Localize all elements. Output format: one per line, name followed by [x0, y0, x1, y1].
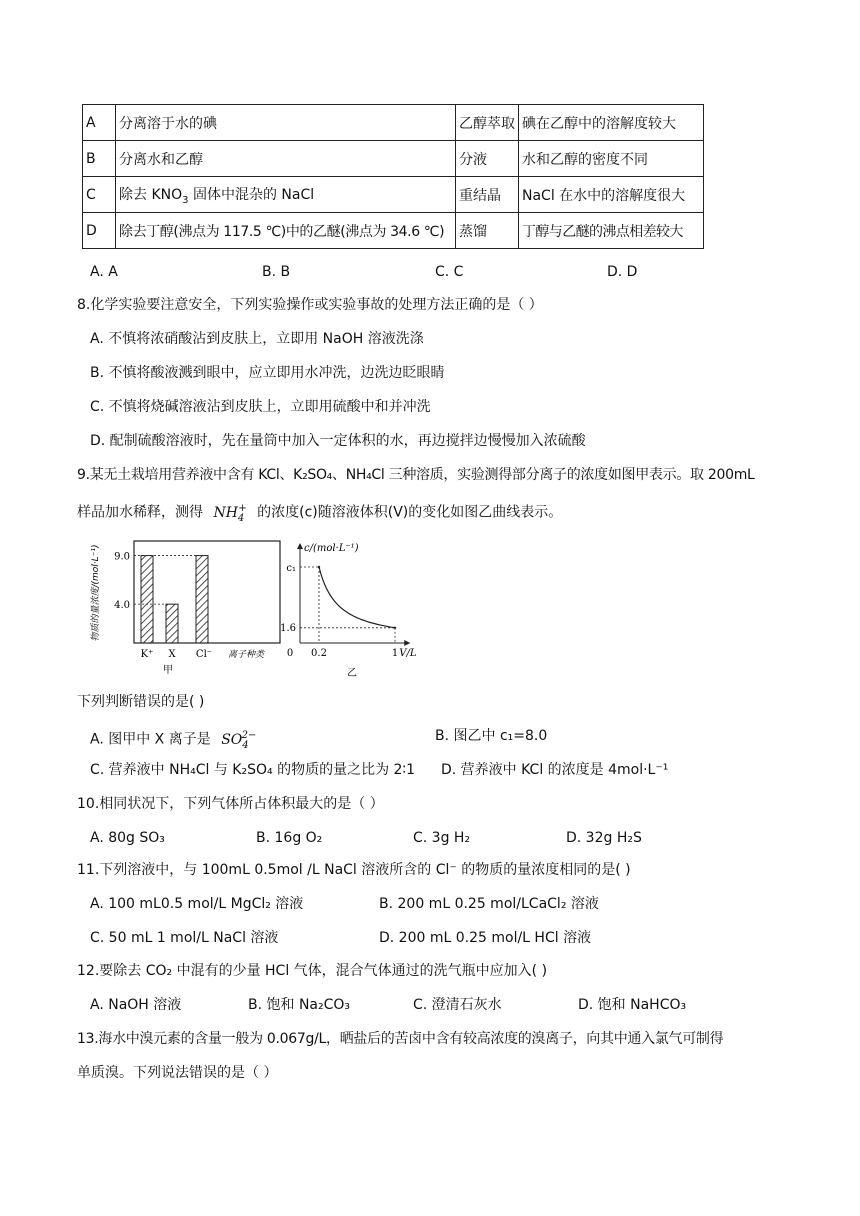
- chart-jia: [90, 541, 280, 676]
- row-method: 乙醇萃取: [456, 105, 519, 141]
- q11-stem: 11.下列溶液中，与 100mL 0.5mol /L NaCl 溶液所含的 Cl⁻ 的物质的量浓度相同的是( ): [77, 862, 631, 878]
- row-key: D: [83, 213, 116, 249]
- q12-option-b[interactable]: B. 饱和 Na₂CO₃: [248, 997, 351, 1013]
- x-tick-label: 1: [391, 648, 399, 659]
- table-row: [83, 177, 704, 213]
- x-tick-label: 0.2: [311, 648, 327, 659]
- q11-option-b[interactable]: B. 200 mL 0.25 mol/LCaCl₂ 溶液: [379, 896, 599, 912]
- q9-option-a[interactable]: A. 图甲中 X 离子是 $SO_4^{2-}$: [90, 730, 257, 751]
- q12-option-d[interactable]: D. 饱和 NaHCO₃: [578, 997, 687, 1013]
- bar: [141, 556, 153, 643]
- q7-option-a[interactable]: A. A: [90, 264, 118, 280]
- row-key: B: [83, 141, 116, 177]
- row-reason: NaCl 在水中的溶解度很大: [519, 177, 704, 213]
- q9-stem-line1: 9.某无土栽培用营养液中含有 KCl、K₂SO₄、NH₄Cl 三种溶质，实验测得部分离子的浓度如图甲表示。取 200mL: [77, 467, 755, 483]
- y-tick-label: 1.6: [280, 622, 296, 634]
- q8-stem: 8.化学实验要注意安全，下列实验操作或实验事故的处理方法正确的是（ ）: [77, 297, 543, 313]
- y-tick-label: 9.0: [114, 551, 130, 563]
- q9-option-d[interactable]: D. 营养液中 KCl 的浓度是 4mol·L⁻¹: [441, 762, 669, 778]
- row-purpose: 分离水和乙醇: [116, 141, 456, 177]
- row-reason: 碘在乙醇中的溶解度较大: [519, 105, 704, 141]
- q9-judge: 下列判断错误的是( ): [77, 694, 205, 710]
- series-line: [319, 567, 395, 628]
- row-key: C: [83, 177, 116, 213]
- q11-option-c[interactable]: C. 50 mL 1 mol/L NaCl 溶液: [90, 930, 279, 946]
- x-axis-label: V/L: [399, 648, 417, 659]
- q13-stem-line2: 单质溴。下列说法错误的是（ ）: [77, 1065, 278, 1081]
- row-purpose: 分离溶于水的碘: [116, 105, 456, 141]
- q9-stem-line2: 样品加水稀释，测得 $NH_4^+$ 的浓度(c)随溶液体积(V)的变化如图乙曲线表示。: [77, 503, 563, 524]
- x-tick-label: 0: [286, 648, 294, 659]
- row-method: 蒸馏: [456, 213, 519, 249]
- row-purpose: 除去 $KNO_3$ 固体中混杂的 NaCl: [116, 177, 456, 213]
- x-axis-arrow: [404, 640, 410, 646]
- q7-table: [82, 104, 704, 249]
- x-tick-label: Cl⁻: [195, 649, 213, 660]
- q10-stem: 10.相同状况下，下列气体所占体积最大的是（ ）: [77, 796, 384, 812]
- q7-option-b[interactable]: B. B: [262, 264, 291, 280]
- q7-option-c[interactable]: C. C: [435, 264, 464, 280]
- q12-option-a[interactable]: A. NaOH 溶液: [90, 997, 182, 1013]
- q12-stem: 12.要除去 CO₂ 中混有的少量 HCl 气体，混合气体通过的洗气瓶中应加入( ): [77, 963, 548, 979]
- row-reason: 丁醇与乙醚的沸点相差较大: [519, 213, 704, 249]
- chart-yi: [280, 543, 417, 679]
- y-tick-label: c₁: [286, 563, 296, 574]
- x-axis-label: 离子种类: [227, 650, 265, 660]
- x-tick-label: K⁺: [140, 649, 154, 660]
- y-tick-label: 4.0: [114, 600, 130, 612]
- row-key: A: [83, 105, 116, 141]
- q10-option-b[interactable]: B. 16g O₂: [256, 830, 323, 846]
- q13-stem-line1: 13.海水中溴元素的含量一般为 0.067g/L，晒盐后的苦卤中含有较高浓度的溴离子，向其中通入氯气可制得: [77, 1031, 724, 1047]
- bar: [196, 556, 208, 643]
- table-row: [83, 105, 704, 141]
- bar: [166, 604, 178, 643]
- q11-option-a[interactable]: A. 100 mL0.5 mol/L MgCl₂ 溶液: [90, 896, 304, 912]
- chart-caption: 甲: [163, 665, 173, 676]
- row-method: 重结晶: [456, 177, 519, 213]
- q12-option-c[interactable]: C. 澄清石灰水: [413, 997, 502, 1013]
- y-axis-label: 物质的量浓度/(mol·L⁻¹): [91, 544, 101, 642]
- q7-option-d[interactable]: D. D: [607, 264, 638, 280]
- q10-option-d[interactable]: D. 32g H₂S: [566, 830, 642, 846]
- q10-option-a[interactable]: A. 80g SO₃: [90, 830, 165, 846]
- q9-option-b[interactable]: B. 图乙中 c₁=8.0: [435, 728, 548, 744]
- row-method: 分液: [456, 141, 519, 177]
- q9-option-c[interactable]: C. 营养液中 NH₄Cl 与 K₂SO₄ 的物质的量之比为 2∶1: [90, 762, 415, 778]
- y-axis-label: c/(mol·L⁻¹): [304, 543, 359, 554]
- q10-option-c[interactable]: C. 3g H₂: [413, 830, 471, 846]
- q9-figures: [90, 533, 435, 683]
- table-row: [83, 213, 704, 249]
- q8-option-b[interactable]: B. 不慎将酸液溅到眼中，应立即用水冲洗，边洗边眨眼睛: [90, 365, 445, 381]
- y-axis-arrow: [297, 543, 303, 549]
- table-row: [83, 141, 704, 177]
- q8-option-c[interactable]: C. 不慎将烧碱溶液沾到皮肤上，立即用硫酸中和并冲洗: [90, 399, 431, 415]
- x-tick-label: X: [168, 649, 176, 660]
- row-purpose: 除去丁醇(沸点为 117.5 ℃)中的乙醚(沸点为 34.6 ℃): [116, 213, 456, 249]
- q8-option-a[interactable]: A. 不慎将浓硝酸沾到皮肤上，立即用 NaOH 溶液洗涤: [90, 331, 424, 347]
- q8-option-d[interactable]: D. 配制硫酸溶液时，先在量筒中加入一定体积的水，再边搅拌边慢慢加入浓硫酸: [90, 433, 586, 449]
- chart-caption: 乙: [347, 668, 357, 679]
- row-reason: 水和乙醇的密度不同: [519, 141, 704, 177]
- q11-option-d[interactable]: D. 200 mL 0.25 mol/L HCl 溶液: [379, 930, 592, 946]
